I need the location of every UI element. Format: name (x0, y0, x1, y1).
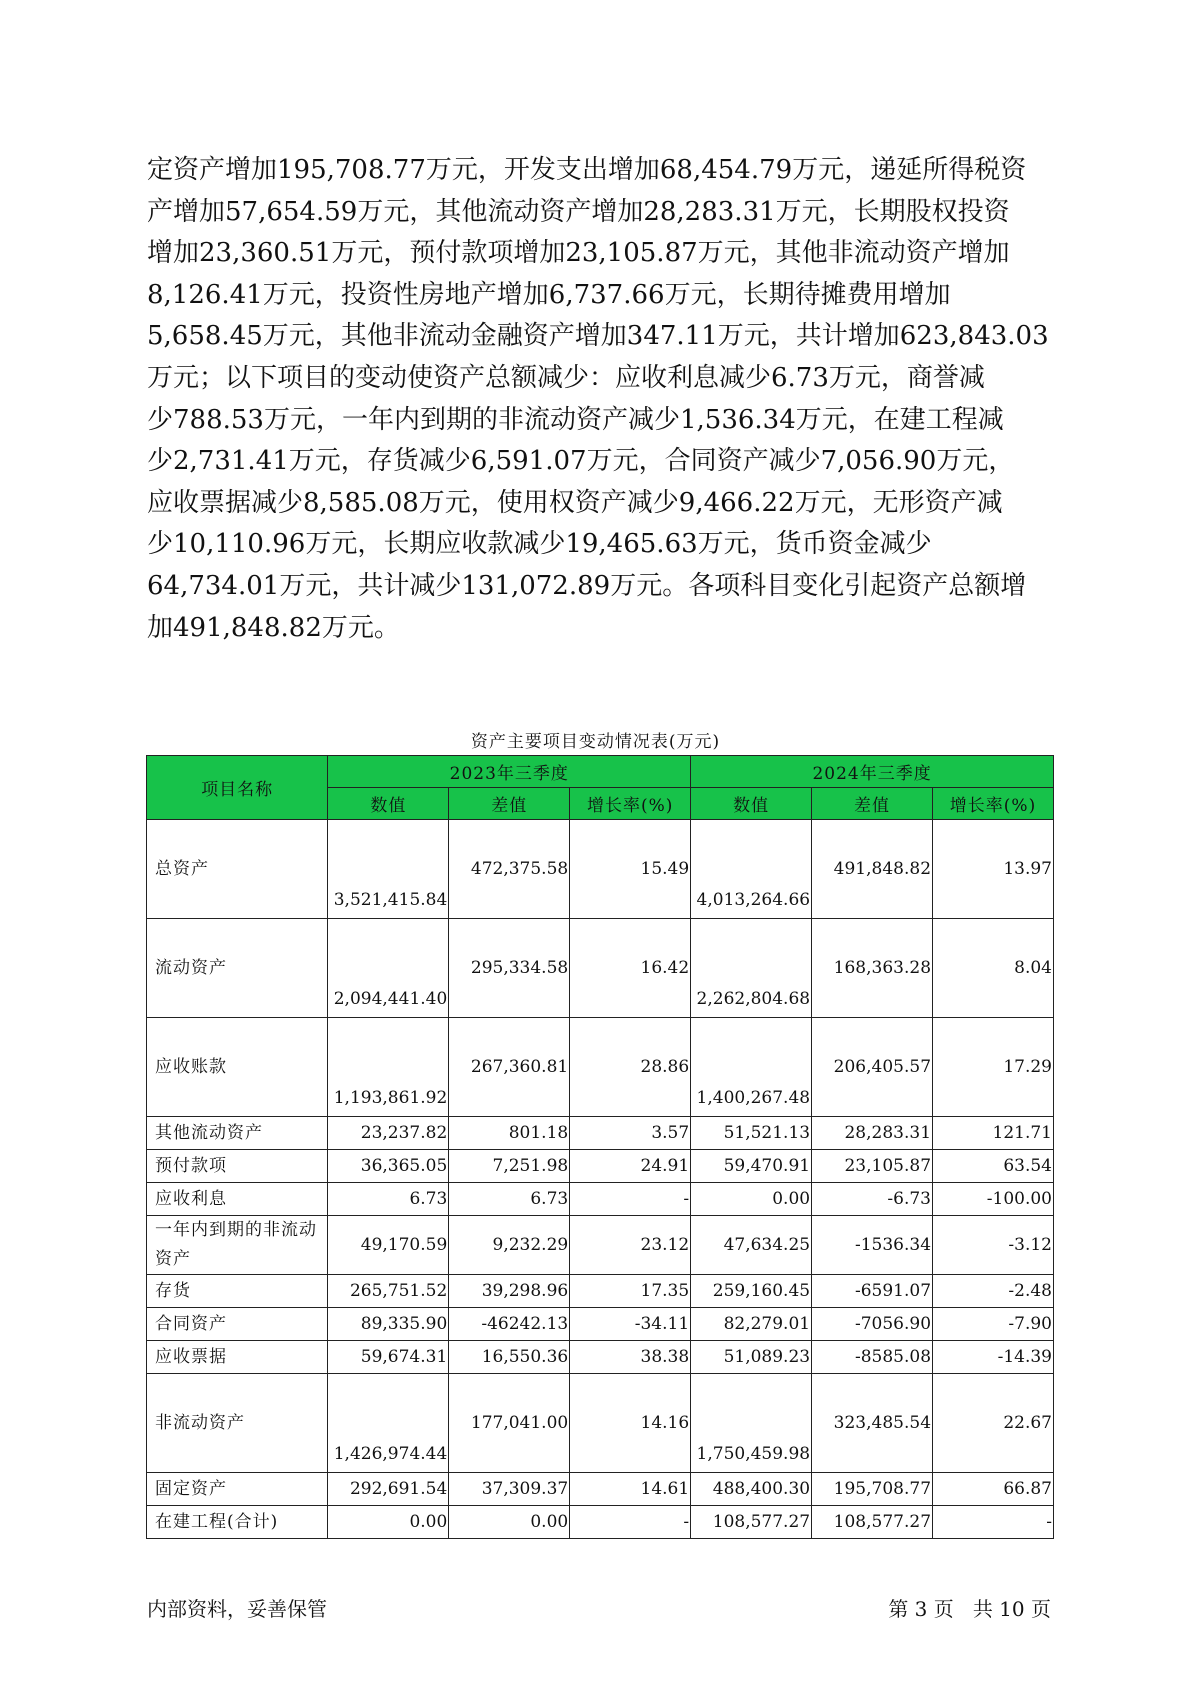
table-row (147, 1275, 1054, 1308)
cell-v1: 59,674.31 (328, 1341, 449, 1374)
cell-v2: 1,400,267.48 (691, 1018, 812, 1117)
cell-v2: 59,470.91 (691, 1150, 812, 1183)
cell-v2: 108,577.27 (691, 1506, 812, 1539)
cell-g1: 15.49 (570, 820, 691, 919)
cell-d2: -6591.07 (812, 1275, 933, 1308)
row-item-name: 非流动资产 (147, 1374, 328, 1473)
footer-confidential-note: 内部资料，妥善保管 (147, 1597, 327, 1621)
paragraph-line: 8,126.41万元，投资性房地产增加6,737.66万元，长期待摊费用增加 (147, 279, 951, 310)
cell-g2: 8.04 (933, 919, 1054, 1018)
cell-d2: -6.73 (812, 1183, 933, 1216)
header-period-2023: 2023年三季度 (328, 756, 691, 788)
cell-v2: 82,279.01 (691, 1308, 812, 1341)
cell-d1: 7,251.98 (449, 1150, 570, 1183)
cell-d1: 177,041.00 (449, 1374, 570, 1473)
row-item-name: 预付款项 (147, 1150, 328, 1183)
table-row (147, 1183, 1054, 1216)
cell-v1: 36,365.05 (328, 1150, 449, 1183)
cell-v1: 89,335.90 (328, 1308, 449, 1341)
cell-d1: 9,232.29 (449, 1216, 570, 1275)
cell-g2: - (933, 1506, 1054, 1539)
cell-d1: 37,309.37 (449, 1473, 570, 1506)
header-period-2024: 2024年三季度 (691, 756, 1054, 788)
table-row (147, 1308, 1054, 1341)
cell-g2: -100.00 (933, 1183, 1054, 1216)
cell-g2: -14.39 (933, 1341, 1054, 1374)
cell-g2: 22.67 (933, 1374, 1054, 1473)
cell-g1: 28.86 (570, 1018, 691, 1117)
cell-g2: -2.48 (933, 1275, 1054, 1308)
row-item-name: 固定资产 (147, 1473, 328, 1506)
table-row (147, 1216, 1054, 1275)
cell-v1: 49,170.59 (328, 1216, 449, 1275)
row-item-name: 应收票据 (147, 1341, 328, 1374)
cell-v1: 1,426,974.44 (328, 1374, 449, 1473)
row-item-name: 流动资产 (147, 919, 328, 1018)
cell-d2: 28,283.31 (812, 1117, 933, 1150)
cell-d2: -7056.90 (812, 1308, 933, 1341)
footer-page-number: 第 3 页 共 10 页 (888, 1597, 1051, 1621)
cell-v1: 23,237.82 (328, 1117, 449, 1150)
subheader-growth-2024: 增长率(%) (933, 788, 1054, 820)
table-row (147, 1506, 1054, 1539)
subheader-value-2024: 数值 (691, 788, 812, 820)
cell-d2: 491,848.82 (812, 820, 933, 919)
cell-d2: 23,105.87 (812, 1150, 933, 1183)
cell-g2: -7.90 (933, 1308, 1054, 1341)
row-item-name: 一年内到期的非流动资产 (147, 1216, 328, 1275)
cell-g1: -34.11 (570, 1308, 691, 1341)
table-row (147, 1117, 1054, 1150)
cell-v1: 292,691.54 (328, 1473, 449, 1506)
cell-g1: 38.38 (570, 1341, 691, 1374)
cell-d2: 195,708.77 (812, 1473, 933, 1506)
cell-d2: 168,363.28 (812, 919, 933, 1018)
cell-d2: -8585.08 (812, 1341, 933, 1374)
cell-v2: 4,013,264.66 (691, 820, 812, 919)
cell-d1: 267,360.81 (449, 1018, 570, 1117)
paragraph-line: 产增加57,654.59万元，其他流动资产增加28,283.31万元，长期股权投资 (147, 196, 1010, 227)
cell-v1: 0.00 (328, 1506, 449, 1539)
cell-g2: 17.29 (933, 1018, 1054, 1117)
cell-d1: 39,298.96 (449, 1275, 570, 1308)
cell-g1: 24.91 (570, 1150, 691, 1183)
cell-v2: 0.00 (691, 1183, 812, 1216)
cell-v2: 47,634.25 (691, 1216, 812, 1275)
header-item-name: 项目名称 (147, 756, 328, 820)
cell-g1: 14.61 (570, 1473, 691, 1506)
cell-v2: 1,750,459.98 (691, 1374, 812, 1473)
paragraph-line: 少10,110.96万元，长期应收款减少19,465.63万元，货币资金减少 (147, 529, 932, 560)
paragraph-line: 少788.53万元，一年内到期的非流动资产减少1,536.34万元，在建工程减 (147, 404, 1004, 435)
cell-v1: 1,193,861.92 (328, 1018, 449, 1117)
cell-g2: 121.71 (933, 1117, 1054, 1150)
paragraph-line: 增加23,360.51万元，预付款项增加23,105.87万元，其他非流动资产增加 (147, 238, 1010, 269)
paragraph-line: 万元；以下项目的变动使资产总额减少：应收利息减少6.73万元，商誉减 (147, 362, 985, 393)
cell-v1: 2,094,441.40 (328, 919, 449, 1018)
cell-d2: -1536.34 (812, 1216, 933, 1275)
cell-v2: 51,089.23 (691, 1341, 812, 1374)
table-row (147, 820, 1054, 919)
cell-d2: 323,485.54 (812, 1374, 933, 1473)
table-row (147, 1018, 1054, 1117)
table-row (147, 1341, 1054, 1374)
cell-d1: 801.18 (449, 1117, 570, 1150)
subheader-diff-2023: 差值 (449, 788, 570, 820)
table-row (147, 1473, 1054, 1506)
table-row (147, 1374, 1054, 1473)
row-item-name: 应收利息 (147, 1183, 328, 1216)
cell-v1: 6.73 (328, 1183, 449, 1216)
cell-g1: 14.16 (570, 1374, 691, 1473)
cell-v2: 488,400.30 (691, 1473, 812, 1506)
cell-v1: 265,751.52 (328, 1275, 449, 1308)
row-item-name: 合同资产 (147, 1308, 328, 1341)
table-caption: 资产主要项目变动情况表(万元) (470, 732, 721, 752)
cell-g2: 66.87 (933, 1473, 1054, 1506)
cell-g1: 17.35 (570, 1275, 691, 1308)
cell-d2: 108,577.27 (812, 1506, 933, 1539)
cell-d1: 6.73 (449, 1183, 570, 1216)
cell-d1: -46242.13 (449, 1308, 570, 1341)
table-row (147, 919, 1054, 1018)
cell-g2: -3.12 (933, 1216, 1054, 1275)
cell-v1: 3,521,415.84 (328, 820, 449, 919)
row-item-name: 应收账款 (147, 1018, 328, 1117)
cell-g1: 3.57 (570, 1117, 691, 1150)
paragraph-line: 定资产增加195,708.77万元，开发支出增加68,454.79万元，递延所得税资 (147, 155, 1027, 185)
cell-d1: 472,375.58 (449, 820, 570, 919)
cell-v2: 2,262,804.68 (691, 919, 812, 1018)
cell-d2: 206,405.57 (812, 1018, 933, 1117)
cell-g1: - (570, 1183, 691, 1216)
paragraph-line: 应收票据减少8,585.08万元，使用权资产减少9,466.22万元，无形资产减 (147, 487, 1003, 518)
paragraph-line: 少2,731.41万元，存货减少6,591.07万元，合同资产减少7,056.90万元， (147, 446, 1015, 477)
paragraph-line: 加491,848.82万元。 (147, 612, 400, 643)
row-item-name: 在建工程(合计) (147, 1506, 328, 1539)
row-item-name: 存货 (147, 1275, 328, 1308)
cell-v2: 51,521.13 (691, 1117, 812, 1150)
body-paragraph (147, 150, 1047, 649)
cell-g1: 23.12 (570, 1216, 691, 1275)
subheader-value-2023: 数值 (328, 788, 449, 820)
subheader-diff-2024: 差值 (812, 788, 933, 820)
cell-d1: 16,550.36 (449, 1341, 570, 1374)
asset-change-table (146, 755, 1054, 1539)
cell-v2: 259,160.45 (691, 1275, 812, 1308)
cell-g2: 13.97 (933, 820, 1054, 919)
subheader-growth-2023: 增长率(%) (570, 788, 691, 820)
paragraph-line: 5,658.45万元，其他非流动金融资产增加347.11万元，共计增加623,843.03 (147, 321, 1049, 352)
cell-g2: 63.54 (933, 1150, 1054, 1183)
cell-d1: 0.00 (449, 1506, 570, 1539)
cell-g1: - (570, 1506, 691, 1539)
row-item-name: 其他流动资产 (147, 1117, 328, 1150)
cell-g1: 16.42 (570, 919, 691, 1018)
paragraph-line: 64,734.01万元，共计减少131,072.89万元。各项科目变化引起资产总额增 (147, 570, 1027, 601)
row-item-name: 总资产 (147, 820, 328, 919)
cell-d1: 295,334.58 (449, 919, 570, 1018)
table-row (147, 1150, 1054, 1183)
